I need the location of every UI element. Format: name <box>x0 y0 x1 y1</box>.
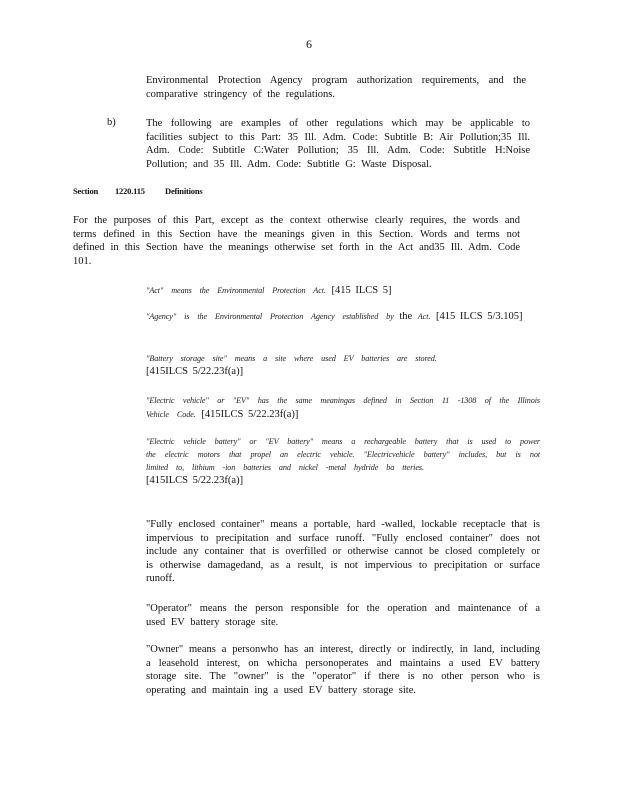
definition-electric-vehicle-text: "Electric vehicle" or "EV" has the same meaningas defined in Section 11 -1308 of the Illinois Vehicle Code. <box>146 396 540 419</box>
definition-owner: "Owner" means a personwho has an interest, directly or indirectly, in land, including a leasehold interest, on whicha personoperates and maintains a used EV battery storage site. The "owner" is the "operator" if there is no other person who is operating and maintain ing a used EV battery storage site. <box>146 644 540 696</box>
intro-continuation-paragraph: Environmental Protection Agency program authorization requirements, and the comparative stringency of the regulations. <box>146 75 526 100</box>
definition-agency-act: Act. <box>417 312 431 321</box>
definition-ev-battery <box>146 435 540 488</box>
definition-fully-enclosed-container: "Fully enclosed container" means a portable, hard -walled, lockable receptacle that is impervious to precipitation and surface runoff. "Fully enclosed container" does not include any container that is overfilled or otherwise cannot be closed completely or is otherwise damagedand, as a result, is not impervious to precipitation or surface runoff. <box>146 519 540 585</box>
section-number: 1220.115 <box>115 186 145 196</box>
section-intro-paragraph: For the purposes of this Part, except as the context otherwise clearly requires, the words and terms defined in this Section have the meanings given in this Section. Words and terms not defined in this Section have the meanings otherwise set forth in the Act and35 Ill. Adm. Code 101. <box>73 215 520 267</box>
item-b-paragraph: The following are examples of other regulations which may be applicable to facilities subject to this Part: 35 Ill. Adm. Code: Subtitle B: Air Pollution;35 Ill. Adm. Code: Subtitle C:Water Pollution; 35 Ill. Adm. Code: Subtitle H:Noise Pollution; and 35 Ill. Adm. Code: Subtitle G: Waste Disposal. <box>146 118 530 170</box>
definition-agency-the: the <box>399 311 413 322</box>
definition-battery-storage-site-text: "Battery storage site" means a site where used EV batteries are stored. <box>146 354 437 363</box>
definition-ev-battery-text: "Electric vehicle battery" or "EV battery" means a rechargeable battery that is used to power the electric motors that propel an electric vehicle. "Electricvehicle battery" includes, but is not limited to, lithium -ion batteries and nickel -metal hydride ba tteries. <box>146 437 540 472</box>
definition-battery-storage-site <box>146 352 540 379</box>
definition-operator: "Operator" means the person responsible for the operation and maintenance of a used EV battery storage site. <box>146 603 540 628</box>
definition-electric-vehicle <box>146 394 540 421</box>
item-b-label: b) <box>107 117 116 128</box>
definition-act-text: "Act" means the Environmental Protection Act. <box>146 286 326 295</box>
section-label: Section <box>73 186 99 196</box>
definition-act-citation: [415 ILCS 5] <box>331 285 392 296</box>
page-number: 6 <box>306 37 312 51</box>
definition-act <box>146 284 540 298</box>
definition-agency-citation: [415 ILCS 5/3.105] <box>435 311 523 322</box>
definition-battery-storage-site-citation: [415ILCS 5/22.23f(a)] <box>146 366 244 377</box>
section-title: Definitions <box>165 186 203 196</box>
definition-agency-text: "Agency" is the Environmental Protection Agency established by <box>146 312 394 321</box>
definition-electric-vehicle-citation: [415ILCS 5/22.23f(a)] <box>201 408 299 420</box>
definition-ev-battery-citation: [415ILCS 5/22.23f(a)] <box>146 475 244 486</box>
section-heading <box>0 186 618 200</box>
definition-agency <box>146 310 540 324</box>
